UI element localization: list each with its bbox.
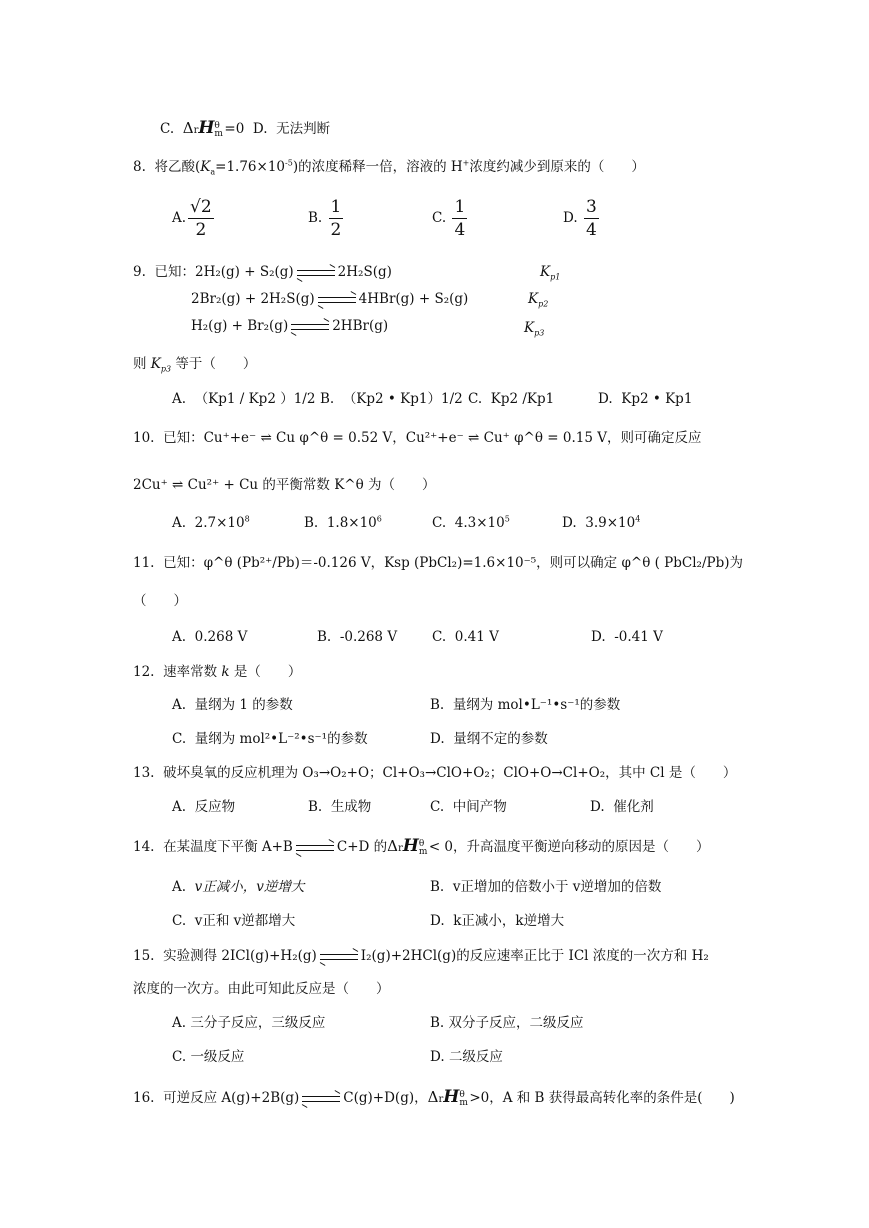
q15-stem-line2: 浓度的一次方。由此可知此反应是（ ） [133, 981, 390, 997]
q9-reaction-1: 9. 已知：2H₂(g) + S₂(g) 2H₂S(g) [133, 264, 392, 280]
q9-ask: 则 $K_{p3}$ 等于（ ） [133, 356, 257, 374]
q10-option-a: A. $2.7\times 10^8$ [172, 514, 250, 531]
q15-option-c: C. 一级反应 [172, 1049, 245, 1065]
q8-option-d: D. $\frac{3}{4}$ [563, 197, 597, 240]
equilibrium-arrow-icon [296, 842, 334, 854]
equilibrium-arrow-icon [297, 267, 335, 279]
q12-option-b: B. 量纲为 mol•L⁻¹•s⁻¹的参数 [430, 697, 621, 713]
q9-option-c: C. Kp2 /Kp1 [468, 391, 555, 407]
q14-option-c: C. v正和 v逆都增大 [172, 913, 296, 929]
q14-option-a: A. v正减小，v逆增大 [172, 879, 305, 895]
q9-reaction-3: H₂(g) + Br₂(g) 2HBr(g) [191, 318, 389, 334]
equilibrium-arrow-icon [320, 951, 358, 963]
q13-option-b: B. 生成物 [308, 799, 372, 815]
q10-stem-line2: 2Cu⁺ ⇌ Cu²⁺ + Cu 的平衡常数 K^θ 为（ ） [133, 477, 436, 493]
equilibrium-arrow-icon [318, 294, 356, 306]
q9-k3: $K_{p3}$ [524, 320, 545, 338]
q9-k1: $K_{p1}$ [540, 264, 561, 282]
q7-option-c-d: C. ΔrH θ m =0 D. 无法判断 [160, 118, 330, 141]
q14-stem: 14. 在某温度下平衡 A+B C+D 的ΔrH θ m < 0，升高温度平衡逆向移动的原因是（ ） [133, 836, 710, 859]
q11-stem-line1: 11. 已知：φ^θ (Pb²⁺/Pb)＝-0.126 V，Ksp (PbCl₂)=1.6×10⁻⁵，则可以确定 φ^θ ( PbCl₂/Pb)为 [133, 555, 744, 571]
q8-option-b: B. $\frac{1}{2}$ [308, 197, 342, 240]
q15-option-d: D. 二级反应 [430, 1049, 503, 1065]
q11-option-b: B. -0.268 V [317, 629, 398, 645]
delta-r-h-m-theta: ΔrH θ m [387, 836, 428, 857]
q10-option-d: D. $3.9\times 10^4$ [562, 514, 641, 531]
q9-k2: $K_{p2}$ [528, 291, 549, 309]
q13-option-a: A. 反应物 [172, 799, 236, 815]
q13-stem: 13. 破坏臭氧的反应机理为 O₃→O₂+O；Cl+O₃→ClO+O₂；ClO+O→Cl+O₂，其中 Cl 是（ ） [133, 765, 737, 781]
delta-r-h-m-theta: ΔrH θ m [427, 1087, 468, 1108]
q16-stem: 16. 可逆反应 A(g)+2B(g) C(g)+D(g)，ΔrH θ m >0，A 和 B 获得最高转化率的条件是( ) [133, 1087, 735, 1110]
q15-stem-line1: 15. 实验测得 2ICl(g)+H₂(g) I₂(g)+2HCl(g)的反应速率正比于 ICl 浓度的一次方和 H₂ [133, 948, 709, 964]
q10-option-b: B. $1.8\times 10^6$ [304, 514, 382, 531]
q8-option-c: C. $\frac{1}{4}$ [432, 197, 466, 240]
q12-option-a: A. 量纲为 1 的参数 [172, 697, 293, 713]
q9-option-a: A. （Kp1 / Kp2 ）1/2 [172, 391, 316, 407]
q11-option-c: C. 0.41 V [432, 629, 499, 645]
q13-option-d: D. 催化剂 [590, 799, 654, 815]
equilibrium-arrow-icon [302, 1093, 340, 1105]
q15-option-a: A. 三分子反应，三级反应 [172, 1015, 326, 1031]
q14-option-d: D. k正减小，k逆增大 [430, 913, 565, 929]
q12-stem: 12. 速率常数 k 是（ ） [133, 664, 302, 680]
q11-stem-line2: （ ） [133, 593, 187, 609]
q12-option-d: D. 量纲不定的参数 [430, 731, 548, 747]
q9-reaction-2: 2Br₂(g) + 2H₂S(g) 4HBr(g) + S₂(g) [191, 291, 469, 307]
delta-r-h-m-theta: ΔrH θ m [182, 118, 223, 139]
q8-stem: 8. 将乙酸$(K_a=1.76\times 10^{-5})$的浓度稀释一倍，溶液的 H+浓度约减少到原来的（ ） [133, 158, 645, 177]
q11-option-a: A. 0.268 V [172, 629, 248, 645]
q9-option-b: B. （Kp2 • Kp1）1/2 [320, 391, 463, 407]
q9-option-d: D. Kp2 • Kp1 [598, 391, 693, 407]
equilibrium-arrow-icon [291, 321, 329, 333]
q12-option-c: C. 量纲为 mol²•L⁻²•s⁻¹的参数 [172, 731, 368, 747]
q11-option-d: D. -0.41 V [591, 629, 663, 645]
q13-option-c: C. 中间产物 [430, 799, 507, 815]
q15-option-b: B. 双分子反应，二级反应 [430, 1015, 584, 1031]
q10-stem-line1: 10. 已知：Cu⁺+e⁻ ⇌ Cu φ^θ = 0.52 V，Cu²⁺+e⁻ ⇌ Cu⁺ φ^θ = 0.15 V，则可确定反应 [133, 430, 702, 446]
q10-option-c: C. $4.3\times 10^5$ [432, 514, 510, 531]
q14-option-b: B. v正增加的倍数小于 v逆增加的倍数 [430, 879, 662, 895]
q8-option-a: A. $\frac{√2}{2}$ [172, 197, 212, 240]
